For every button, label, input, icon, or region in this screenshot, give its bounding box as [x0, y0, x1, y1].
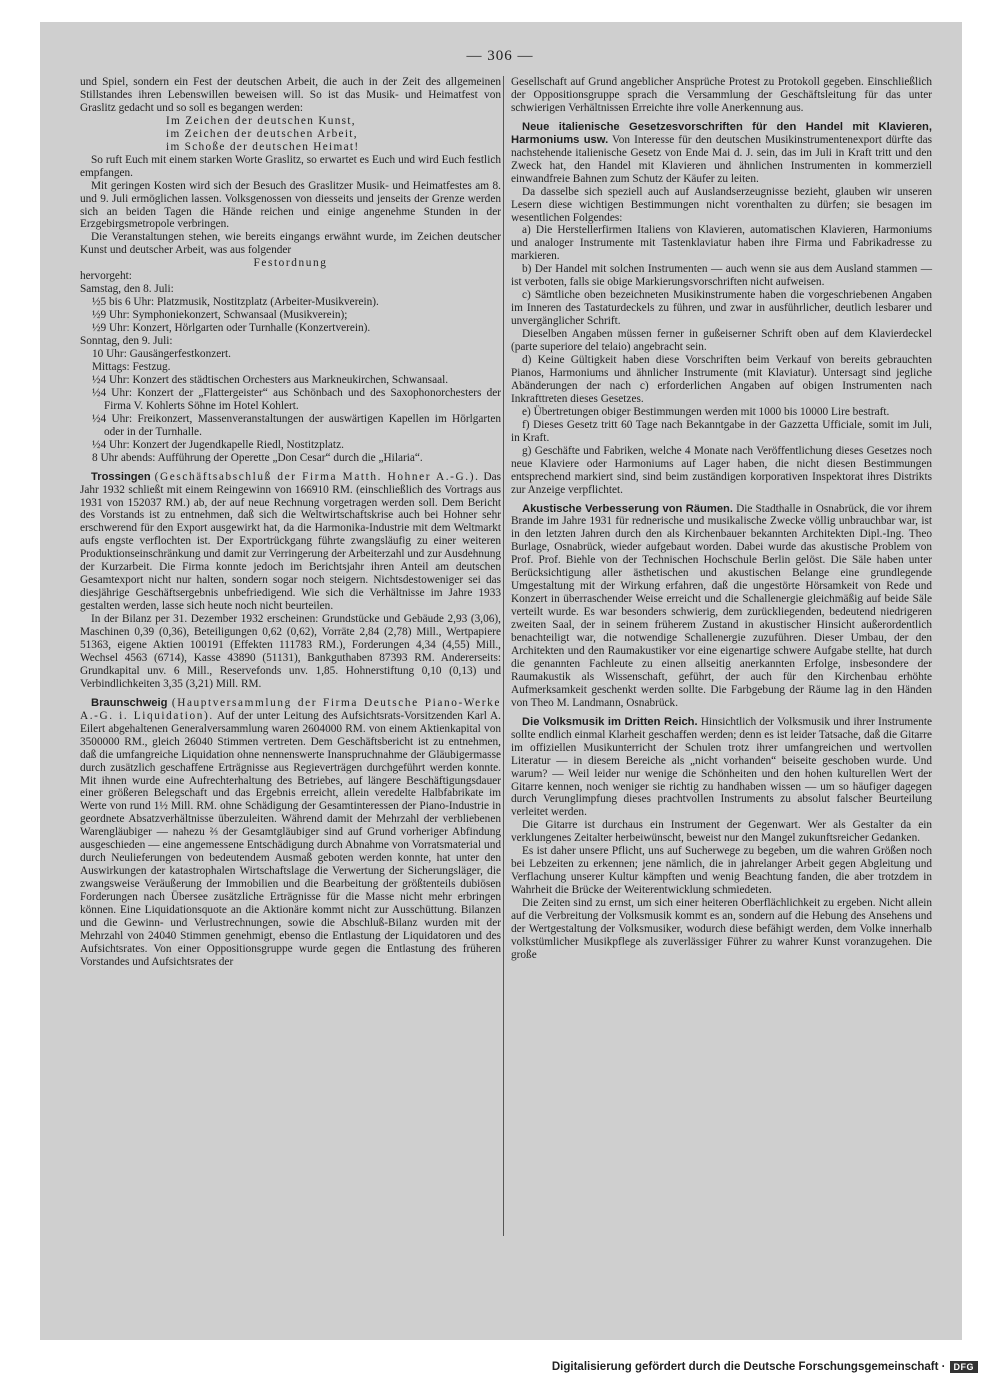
motto-line: im Schoße der deutschen Heimat! [166, 140, 360, 153]
paragraph: Gesellschaft auf Grund angeblicher Ansprüche Protest zu Protokoll gegeben. Einschließlich der Oppositionsgruppe sprach die Versammlung der Geschäftsleitung für das unter schwierigen Verhältnissen Erreichte ihre volle Anerkennung aus. [511, 76, 932, 114]
paragraph: hervorgeht: [80, 270, 132, 283]
program-item: 8 Uhr abends: Aufführung der Operette „Don Cesar“ durch die „Hilaria“. [92, 451, 423, 464]
paragraph: e) Übertretungen obiger Bestimmungen werden mit 1000 bis 10000 Lire bestraft. [522, 405, 890, 418]
motto-line: im Zeichen der deutschen Arbeit, [166, 127, 358, 140]
paragraph: f) Dieses Gesetz tritt 60 Tage nach Bekanntgabe in der Gazzetta Ufficiale, somit im Juli, in Kraft. [511, 418, 932, 444]
article-akustik [511, 503, 932, 710]
paragraph: und Spiel, sondern ein Fest der deutschen Arbeit, die auch in der Zeit des allgemeinen Stillstandes ihren Lebenswillen beweisen will. So ist das Musik- und Heimatfest von Graslitz gedacht und so soll es begangen werden: [80, 76, 501, 114]
article-italy [511, 121, 932, 186]
article-volksmusik [511, 716, 932, 820]
program-item: ½9 Uhr: Symphoniekonzert, Schwansaal (Musikverein); [92, 309, 348, 322]
program-item: 10 Uhr: Gausängerfestkonzert. [92, 348, 231, 361]
article-subheading: (Hauptversammlung der Firma Deutsche Piano-Werke A.-G. i. Liquidation). [80, 696, 502, 722]
paragraph: c) Sämtliche oben bezeichneten Musikinstrumente haben die vorgeschriebenen Angaben im Inneren des Tastaturdeckels zu führen, und zwar in ausführlicher, deutlich lesbarer und unvergänglicher Schrift. [511, 289, 932, 328]
article-heading: Braunschweig [91, 696, 168, 709]
paragraph: Die Veranstaltungen stehen, wie bereits eingangs erwähnt wurde, im Zeichen deutscher Kunst und deutscher Arbeit, was aus folgender [80, 231, 501, 257]
column-divider [503, 76, 504, 1236]
page-number: — 306 — [466, 48, 534, 64]
left-column [80, 76, 501, 969]
paragraph: Mit geringen Kosten wird sich der Besuch des Graslitzer Musik- und Heimatfestes am 8. und 9. Juli ermöglichen lassen. Volksgenossen von diesseits und jenseits der Grenze werden sich an beiden Tagen die Hände reichen und einige angenehme Stunden in der Erzgebirgsmetropole verbringen. [80, 179, 501, 231]
footer [552, 1361, 978, 1373]
program-item: ½4 Uhr: Konzert der „Flattergeister“ aus Schönbach und des Saxophonorchesters der Firma V. Kohlerts Söhne im Hotel Kohlert. [92, 386, 501, 412]
paragraph: a) Die Herstellerfirmen Italiens von Klavieren, automatischen Klavieren, Harmoniums und analoger Instrumente mit Tastenklaviatur haben ihre Firma und Fabrikadresse zu markieren. [511, 224, 932, 263]
article-text: Von Interesse für den deutschen Musikinstrumentenexport dürfte das nachstehende italienische Gesetz von Ende Mai d. J. sein, das im Juli in Kraft tritt und den Zweck hat, den Handel mit Klavieren und ähnlichen Instrumenten in kommerziell einwandfreie Bahnen zum Schutz der Käufer zu leiten. [511, 133, 932, 185]
article-text: Hinsichtlich der Volksmusik und ihrer Instrumente sollte endlich einmal Klarheit geschaffen werden; denn es ist leider Tatsache, daß die Gitarre im offiziellen Musikunterricht der Schulen trotz ihrer umfangreichen und wertvollen Literatur — in diesem Bereiche als „nicht vorhanden“ beiseite geschoben wurde. Und warum? — Weil leider nur wenige die Schönheiten und den hohen kulturellen Wert der Gitarre kennen, noch weniger sie richtig zu handhaben wissen — um so häufiger dagegen durch Verunglimpfung dieses prachtvollen Instruments zu absolut falscher Beurteilung verleitet werden. [511, 715, 932, 819]
paragraph: g) Geschäfte und Fabriken, welche 4 Monate nach Veröffentlichung dieses Gesetzes noch neue Klaviere oder Harmoniums auf Lager haben, die nicht diesen Bestimmungen entsprechend markiert sind, sind beim zuständigen korporativen Inspektorat ihres Distrikts zur Anzeige verpflichtet. [511, 444, 932, 496]
program-day: Samstag, den 8. Juli: [80, 283, 174, 296]
program-item: ½4 Uhr: Freikonzert, Massenveranstaltungen der auswärtigen Kapellen im Hörlgarten oder in der Turnhalle. [92, 412, 501, 438]
article-heading: Akustische Verbesserung von Räumen. [522, 502, 733, 515]
article-heading: Trossingen [91, 470, 151, 483]
program-item: Mittags: Festzug. [92, 360, 171, 373]
paragraph: Die Zeiten sind zu ernst, um sich einer heiteren Oberflächlichkeit zu ergeben. Nicht allein auf die Verbreitung der Volksmusik kommt es an, sondern auf die Hebung des Ansehens und der Wertgestaltung der Volksmusiker, wodurch diese befähigt werden, dem Volke innerhalb volkstümlicher Musikpflege als zuverlässiger Führer zu wahrer Kunst voranzugehen. Die große [511, 897, 932, 961]
program-item: ½4 Uhr: Konzert der Jugendkapelle Riedl, Nostitzplatz. [92, 438, 344, 451]
article-heading: Die Volksmusik im Dritten Reich. [522, 715, 698, 728]
program-item: ½9 Uhr: Konzert, Hörlgarten oder Turnhalle (Konzertverein). [92, 322, 371, 335]
article-text: Das Jahr 1932 schließt mit einem Reingewinn von 166910 RM. (einschließlich des Vortrags aus 1931 von 152037 RM.) ab, der auf neue Rechnung vorgetragen werden soll. Dem Bericht des Vorstands ist zu entnehmen, daß sich die Weltwirtschaftskrise auch bei Hohner sehr erschwerend für den Export ausgewirkt hat, da die Harmonika-Industrie mit dem Weltmarkt aufs engste verflochten ist. Der Exportrückgang führte zwangsläufig zu einer weiteren Produktionseinschränkung und damit zur Verringerung der Arbeiterzahl und zur Ausdehnung der Kurzarbeit. Die Firma konnte jedoch im Berichtsjahr ihren Anteil am deutschen Gesamtexport nicht nur halten, sondern sogar noch steigern. Nichtsdestoweniger sei das diesjährige Geschäftsergebnis unbefriedigend. Wie sich die Verhältnisse im Jahre 1933 gestalten werden, lasse sich heute noch nicht beurteilen. [80, 470, 502, 613]
motto-line: Im Zeichen der deutschen Kunst, [166, 114, 356, 127]
program-item: ½4 Uhr: Konzert des städtischen Orchesters aus Markneukirchen, Schwansaal. [92, 373, 449, 386]
footer-text: Digitalisierung gefördert durch die Deutsche Forschungsgemeinschaft · [551, 1361, 946, 1373]
article-trossingen [80, 471, 501, 613]
paragraph: Die Gitarre ist durchaus ein Instrument der Gegenwart. Wer als Gestalter da ein verklungenes Zeitalter herbeiwünscht, beweist nur den Mangel zukunftsreicher Gedanken. [511, 819, 932, 845]
article-braunschweig [80, 697, 501, 969]
paragraph: In der Bilanz per 31. Dezember 1932 erscheinen: Grundstücke und Gebäude 2,93 (3,06), Maschinen 0,39 (0,36), Beteiligungen 0,62 (0,62), Vorräte 2,84 (2,78) Mill., Wertpapiere 51363, eigene Aktien 100191 (Effekten 111783 RM.), Forderungen 4,34 (4,55) Mill., Wechsel 4563 (6714), Kasse 43890 (51131), Bankguthaben 87393 RM. Andererseits: Grundkapital unv. 6 Mill., Reservefonds unv. 1,85. Hohnerstiftung 0,10 (0,13) und Verbindlichkeiten 3,35 (3,21) Mill. RM. [80, 613, 501, 690]
program-item: ½5 bis 6 Uhr: Platzmusik, Nostitzplatz (Arbeiter-Musikverein). [92, 296, 379, 309]
festordnung-heading: Festordnung [253, 257, 328, 270]
paragraph: b) Der Handel mit solchen Instrumenten — auch wenn sie aus dem Ausland stammen — ist verboten, falls sie obige Markierungsvorschriften nicht aufweisen. [511, 263, 932, 289]
article-text: Auf der unter Leitung des Aufsichtsrats-Vorsitzenden Karl A. Eilert abgehaltenen Generalversammlung waren 2604000 RM. von einem Aktienkapital von 3500000 RM., gleich 26040 Stimmen vertreten. Dem Geschäftsbericht ist zu entnehmen, daß die umfangreiche Liquidation ohne nennenswerte Inanspruchnahme der Gläubigermasse durch zusätzlich geschaffene Erträgnisse aus Regieverträgen durchgeführt werden konnte. Mit ihnen wurde eine Aufrechterhaltung des Betriebes, auf längere Beschäftigungsdauer einer größeren Belegschaft und das Ergebnis erreicht, allein veredelte Halbfabrikate im Werte von rund 1½ Mill. RM. ohne Schädigung der Gesamtinteressen der Piano-Industrie in geordnete Absatzverhältnisse überzuleiten. Während damit der Mehrzahl der verbliebenen Warengläubiger — nahezu ⅔ der Gesamtgläubiger sind auf Grund vorheriger Abfindung ausgeschieden — eine angemessene Entschädigung durch Abnahme von Vorratsmaterial und durch Neulieferungen von bedeutendem Ausmaß geboten werden konnte, hat unter den Auswirkungen der katastrophalen Wirtschaftslage die Verwertung der Sicherungsläger, die zwangsweise Veräußerung der Immobilien und die Bearbeitung der größtenteils dubiösen Forderungen nach Übersee zusätzliche Erträgnisse für die Masse nicht mehr erbringen können. Eine Liquidationsquote an die Aktionäre kommt nicht zur Ausschüttung. Bilanzen und die Gewinn- und Verlustrechnungen, sowie die Abschluß-Bilanz wurden mit der Mehrzahl von 24040 Stimmen genehmigt, ebenso die Entlastung der Liquidatoren und des Aufsichtsrates. Von einer Oppositionsgruppe wurde gegen die Entlastung des früheren Vorstandes und Aufsichtsrates der [80, 709, 501, 968]
paragraph: Da dasselbe sich speziell auch auf Auslandserzeugnisse bezieht, glauben wir unseren Lesern diese wichtigen Bestimmungen nicht vorenthalten zu dürfen; sie besagen im wesentlichen Folgendes: [511, 185, 932, 224]
paragraph: So ruft Euch mit einem starken Worte Graslitz, so erwartet es Euch und wird Euch festlich empfangen. [80, 153, 501, 179]
right-column [511, 76, 932, 962]
paragraph: Dieselben Angaben müssen ferner in gußeiserner Schrift oben auf dem Klavierdeckel (parte superiore del telaio) angebracht sein. [511, 328, 932, 354]
paragraph: Es ist daher unsere Pflicht, uns auf Sucherwege zu begeben, um die wahren Größen noch bei Lebzeiten zu erkennen; jene nämlich, die in jahrelanger Arbeit gegen Abgleitung und Verflachung unserer Kultur kämpften und wenig Beachtung fanden, die aber trotzdem in Wahrheit die Brücke der Weiterentwicklung schmiedeten. [511, 845, 932, 897]
article-heading: Neue italienische Gesetzesvorschriften für den Handel mit Klavieren, Harmoniums usw. [511, 120, 932, 146]
paragraph: d) Keine Gültigkeit haben diese Vorschriften beim Verkauf von bereits gebrauchten Pianos, Harmoniums und ähnlicher Instrumente (mit Klaviatur). Untersagt sind jegliche Abänderungen der nach c) erforderlichen Angaben auf obigen Instrumenten nach Inkrafttreten dieses Gesetzes. [511, 354, 932, 405]
article-subheading: (Geschäftsabschluß der Firma Matth. Hohner A.-G.). [154, 470, 480, 483]
article-text: Die Stadthalle in Osnabrück, die vor ihrem Brande im Jahre 1931 für rednerische und musikalische Zwecke völlig unbrauchbar war, ist in den letzten Jahren durch den als Kirchenbauer bekannten Architekten Dipl.-Ing. Theo Burlage, Osnabrück, wieder aufgebaut worden. Dabei wurde das akustische Problem von Prof. Prof. Biehle von der Technischen Hochschule Berlin gelöst. Die Säle haben unter Berücksichtigung aller ästhetischen und akustischen Belange eine grundlegende Umgestaltung mit der Wirkung erfahren, daß die ungestörte Hörsamkeit von Rede und Konzert in überraschender Weise erreicht und die Schallenergie gleichmäßig auf beide Säle verteilt wurde. Es war besonders schwierig, dem zurückliegenden, bedeutend niedrigeren zweiten Saal, der in seinem früherem Zustand in akustischer Hinsicht außerordentlich benachteiligt war, die notwendige Schallenergie zuzuführen. Dieser Umbau, der den Architekten und den Raumakustiker vor eine eigenartige schwere Aufgabe stellte, hat durch die genannten Fachleute zu einen allseitig anerkannten Erfolge, insbesondere der Raumakustik als Wissenschaft, geführt, der auch für den Kirchenbau erhöhte Aufmerksamkeit geschenkt werden sollte. Die Farbgebung der Räume lag in den Händen von Theo M. Landmann, Osnabrück. [511, 502, 932, 709]
program-day: Sonntag, den 9. Juli: [80, 335, 173, 348]
dfg-logo: DFG [950, 1361, 979, 1373]
